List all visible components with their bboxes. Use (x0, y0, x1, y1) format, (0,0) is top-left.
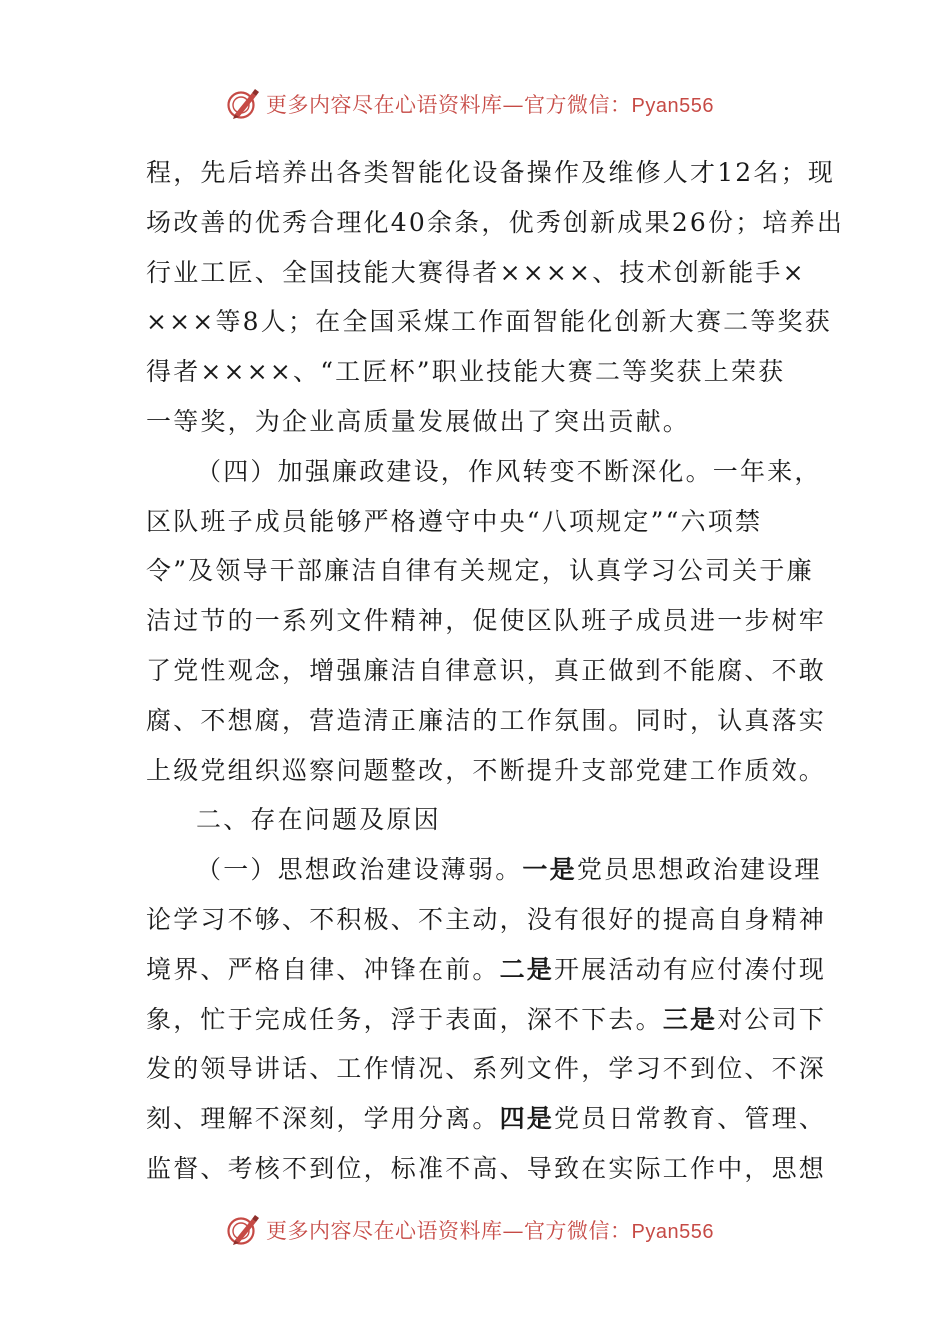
text-run: 党员日常教育、管理、 (554, 1104, 827, 1134)
text-run: 境界、严格自律、冲锋在前。 (146, 954, 500, 984)
text-line (146, 995, 827, 1045)
footer-banner-text (266, 1215, 714, 1245)
text-run: 刻、理解不深刻，学用分离。 (146, 1104, 500, 1134)
pen-logo-icon (226, 1213, 260, 1247)
text-line: 上级党组织巡察问题整改，不断提升支部党建工作质效。 (146, 755, 827, 785)
bold-marker: 一是 (522, 855, 577, 885)
document-body (146, 148, 845, 1194)
text-run: 对公司下 (717, 1004, 827, 1034)
text-line (146, 945, 827, 995)
text-line: 程，先后培养出各类智能化设备操作及维修人才12名；现 (146, 158, 836, 187)
pen-logo-icon (226, 87, 260, 121)
text-run: 开展活动有应付凑付现 (554, 954, 827, 984)
text-line: 区队班子成员能够严格遵守中央“八项规定”“六项禁 (146, 506, 763, 536)
text-line: 了党性观念，增强廉洁自律意识，真正做到不能腐、不敢 (146, 655, 827, 685)
bold-marker: 三是 (662, 1004, 718, 1034)
footer-banner-content (226, 1213, 714, 1247)
header-banner-label: 更多内容尽在心语资料库—官方微信： (266, 93, 632, 117)
text-line: 得者××××、“工匠杯”职业技能大赛二等奖获上荣获 (146, 357, 786, 387)
text-line: 行业工匠、全国技能大赛得者××××、技术创新能手× (146, 257, 806, 287)
text-run: 象，忙于完成任务，浮于表面，深不下去。 (146, 1004, 663, 1034)
text-line (146, 1094, 827, 1144)
text-run: （一）思想政治建设薄弱。 (196, 855, 523, 885)
header-banner-text (266, 89, 714, 119)
header-banner-handle: Pyan556 (631, 95, 714, 117)
text-line: 发的领导讲话、工作情况、系列文件，学习不到位、不深 (146, 1054, 827, 1084)
bold-marker: 四是 (499, 1104, 555, 1134)
bold-marker: 二是 (499, 954, 555, 984)
header-banner (0, 84, 950, 124)
text-run: 党员思想政治建设理 (576, 855, 822, 885)
text-line: 论学习不够、不积极、不主动，没有很好的提高自身精神 (146, 904, 827, 934)
text-line: 令”及领导干部廉洁自律有关规定，认真学习公司关于廉 (146, 556, 814, 586)
footer-banner (0, 1210, 950, 1250)
footer-banner-label: 更多内容尽在心语资料库—官方微信： (266, 1219, 632, 1243)
text-line: 场改善的优秀合理化40余条，优秀创新成果26份；培养出 (146, 207, 845, 237)
footer-banner-handle: Pyan556 (631, 1221, 714, 1243)
text-line: 一等奖，为企业高质量发展做出了突出贡献。 (146, 406, 691, 436)
section-heading: 二、存在问题及原因 (196, 805, 441, 835)
text-line: 洁过节的一系列文件精神，促使区队班子成员进一步树牢 (146, 606, 827, 636)
text-line: 监督、考核不到位，标准不高、导致在实际工作中，思想 (146, 1153, 827, 1183)
header-banner-content (226, 87, 714, 121)
text-line: 腐、不想腐，营造清正廉洁的工作氛围。同时，认真落实 (146, 705, 827, 735)
paragraph-heading-one (146, 845, 822, 895)
text-line: ×××等8人；在全国采煤工作面智能化创新大赛二等奖获 (146, 307, 832, 337)
paragraph-heading-four: （四）加强廉政建设，作风转变不断深化。一年来， (196, 456, 822, 486)
